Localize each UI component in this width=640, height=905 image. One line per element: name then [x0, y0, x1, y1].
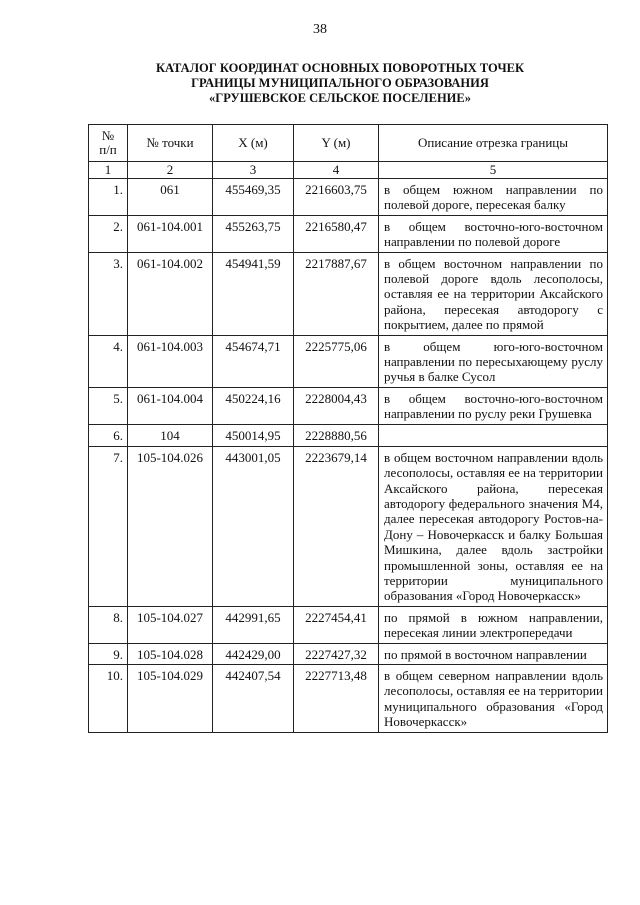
header-desc: Описание отрезка границы — [379, 125, 608, 162]
column-number: 2 — [128, 162, 213, 179]
title-line-3: «ГРУШЕВСКОЕ СЕЛЬСКОЕ ПОСЕЛЕНИЕ» — [209, 91, 471, 105]
y-coordinate: 2227427,32 — [294, 643, 379, 664]
header-x: X (м) — [213, 125, 294, 162]
point-id: 061-104.003 — [128, 335, 213, 387]
row-number: 4. — [89, 335, 128, 387]
x-coordinate: 454941,59 — [213, 252, 294, 335]
point-id: 061-104.002 — [128, 252, 213, 335]
y-coordinate: 2217887,67 — [294, 252, 379, 335]
table-row — [89, 664, 608, 732]
point-id: 061-104.001 — [128, 215, 213, 252]
table-row — [89, 606, 608, 643]
segment-description: в общем южном направлении по полевой дороге, пересекая балку — [379, 179, 608, 216]
x-coordinate: 442407,54 — [213, 664, 294, 732]
page-title — [90, 61, 590, 106]
table-row — [89, 335, 608, 387]
segment-description: по прямой в южном направлении, пересекая линии электропередачи — [379, 606, 608, 643]
x-coordinate: 450014,95 — [213, 424, 294, 446]
table-row — [89, 215, 608, 252]
table-row — [89, 387, 608, 424]
header-y: Y (м) — [294, 125, 379, 162]
x-coordinate: 455263,75 — [213, 215, 294, 252]
point-id: 104 — [128, 424, 213, 446]
title-line-1: КАТАЛОГ КООРДИНАТ ОСНОВНЫХ ПОВОРОТНЫХ ТОЧЕК — [155, 61, 525, 75]
table-row — [89, 643, 608, 664]
x-coordinate: 442991,65 — [213, 606, 294, 643]
segment-description: в общем северном направлении вдоль лесополосы, оставляя ее на территории муниципального образования «Город Новочеркасск» — [379, 664, 608, 732]
y-coordinate: 2216603,75 — [294, 179, 379, 216]
table-row — [89, 446, 608, 606]
column-number: 4 — [294, 162, 379, 179]
page-number: 38 — [313, 22, 327, 37]
row-number: 2. — [89, 215, 128, 252]
column-number: 1 — [89, 162, 128, 179]
column-number: 3 — [213, 162, 294, 179]
row-number: 10. — [89, 664, 128, 732]
y-coordinate: 2228880,56 — [294, 424, 379, 446]
table-header-row — [89, 125, 608, 162]
point-id: 061 — [128, 179, 213, 216]
row-number: 8. — [89, 606, 128, 643]
segment-description: в общем восточно-юго-восточном направлении по руслу реки Грушевка — [379, 387, 608, 424]
row-number: 3. — [89, 252, 128, 335]
column-numbers-row — [89, 162, 608, 179]
title-line-2: ГРАНИЦЫ МУНИЦИПАЛЬНОГО ОБРАЗОВАНИЯ — [191, 76, 489, 90]
point-id: 061-104.004 — [128, 387, 213, 424]
y-coordinate: 2223679,14 — [294, 446, 379, 606]
row-number: 1. — [89, 179, 128, 216]
column-number: 5 — [379, 162, 608, 179]
header-point: № точки — [128, 125, 213, 162]
segment-description: в общем восточном направлении вдоль лесополосы, оставляя ее на территории Аксайского района, пересекая автодорогу федерального значения М4, далее пересекая автодорогу Ростов-на-Дону – Новочеркасск и балку Большая Мишкина, далее вдоль застройки промышленной зоны, оставляя ее на территории муниципального образования «Город Новочеркасск» — [379, 446, 608, 606]
y-coordinate: 2227713,48 — [294, 664, 379, 732]
y-coordinate: 2216580,47 — [294, 215, 379, 252]
row-number: 9. — [89, 643, 128, 664]
point-id: 105-104.026 — [128, 446, 213, 606]
table-row — [89, 179, 608, 216]
x-coordinate: 450224,16 — [213, 387, 294, 424]
y-coordinate: 2225775,06 — [294, 335, 379, 387]
table-row — [89, 424, 608, 446]
row-number: 7. — [89, 446, 128, 606]
y-coordinate: 2228004,43 — [294, 387, 379, 424]
row-number: 6. — [89, 424, 128, 446]
table-row — [89, 252, 608, 335]
segment-description: в общем юго-юго-восточном направлении по пересыхающему руслу ручья в балке Сусол — [379, 335, 608, 387]
x-coordinate: 454674,71 — [213, 335, 294, 387]
x-coordinate: 455469,35 — [213, 179, 294, 216]
segment-description — [379, 424, 608, 446]
x-coordinate: 442429,00 — [213, 643, 294, 664]
segment-description: в общем восточно-юго-восточном направлении по полевой дороге — [379, 215, 608, 252]
header-num: № п/п — [89, 125, 128, 162]
y-coordinate: 2227454,41 — [294, 606, 379, 643]
point-id: 105-104.027 — [128, 606, 213, 643]
row-number: 5. — [89, 387, 128, 424]
x-coordinate: 443001,05 — [213, 446, 294, 606]
point-id: 105-104.029 — [128, 664, 213, 732]
coordinates-table — [88, 124, 608, 733]
segment-description: по прямой в восточном направлении — [379, 643, 608, 664]
segment-description: в общем восточном направлении по полевой дороге вдоль лесополосы, оставляя ее на территории Аксайского района, пересекая автодорогу с покрытием, далее по прямой — [379, 252, 608, 335]
point-id: 105-104.028 — [128, 643, 213, 664]
